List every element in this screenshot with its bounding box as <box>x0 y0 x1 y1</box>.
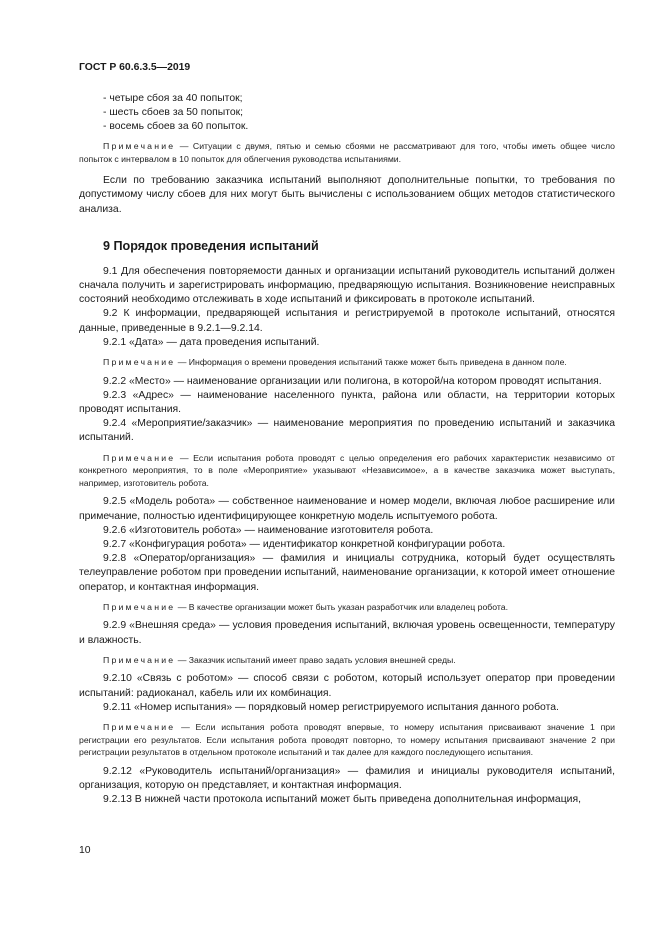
paragraph-9-2-12: 9.2.12 «Руководитель испытаний/организация» — фамилия и инициалы руководителя испытаний, организация, которую он представляет, и контактная информация. <box>79 765 615 792</box>
paragraph-9-2-11: 9.2.11 «Номер испытания» — порядковый номер регистрируемого испытания данного робота. <box>103 701 559 713</box>
paragraph-9-2-2: 9.2.2 «Место» — наименование организации или полигона, в которой/на котором проводят испытания. <box>103 375 602 387</box>
note-text: — Ситуации с двумя, пятью и семью сбоями не рассматривают для того, чтобы иметь общее число попыток с интервалом в 10 попыток для облегчения руководства испытаниями. <box>79 141 615 164</box>
note-text: — Если испытания робота проводят впервые, то номеру испытания присваивают значение 1 при регистрации его результатов. Если испытания робота проводят повторно, то номеру испытания присваивают значение 2 при регистрации результатов в отдельном протоколе испытаний и так далее для каждого последующего испытания. <box>79 722 615 758</box>
note <box>79 654 615 667</box>
list-item: - четыре сбоя за 40 попыток; <box>103 93 243 104</box>
list-item: - шесть сбоев за 50 попыток; <box>103 107 244 118</box>
paragraph-9-2-8: 9.2.8 «Оператор/организация» — фамилия и инициалы сотрудника, который будет осуществлять телеуправление роботом при проведении испытаний, наименование организации, к которой имеет отношение оператор, и контактная информация. <box>79 553 615 593</box>
note-text: — Заказчик испытаний имеет право задать условия внешней среды. <box>175 654 456 665</box>
note-label: Примечание <box>103 357 176 368</box>
paragraph-9-2-7: 9.2.7 «Конфигурация робота» — идентификатор конкретной конфигурации робота. <box>103 539 506 551</box>
failure-list <box>79 92 615 134</box>
paragraph-9-2-3: 9.2.3 «Адрес» — наименование населенного пункта, района или области, на территории которых проводят испытания. <box>79 389 615 416</box>
paragraph-9-2-9: 9.2.9 «Внешняя среда» — условия проведения испытаний, включая уровень освещенности, температуру и влажность. <box>79 620 615 646</box>
paragraph-9-2-1: 9.2.1 «Дата» — дата проведения испытаний. <box>103 336 320 348</box>
note-label: Примечание <box>103 141 176 151</box>
note <box>79 721 615 759</box>
note <box>79 601 615 614</box>
note-label: Примечание <box>103 452 176 463</box>
page-content <box>79 86 615 807</box>
paragraph-9-2-10: 9.2.10 «Связь с роботом» — способ связи с роботом, который использует оператор при проведении испытаний: радиоканал, кабель или их комбинация. <box>79 673 615 699</box>
paragraph-9-2: 9.2 К информации, предваряющей испытания и регистрируемой в протоколе испытаний, относятся данные, приведенные в 9.2.1—9.2.14. <box>79 308 615 334</box>
note-label: Примечание <box>103 654 176 665</box>
document-header: ГОСТ Р 60.6.3.5—2019 <box>79 62 191 73</box>
note <box>79 452 615 490</box>
paragraph-9-2-4: 9.2.4 «Мероприятие/заказчик» — наименование мероприятия по проведению испытаний и заказчика испытаний. <box>79 418 615 444</box>
paragraph-9-1: 9.1 Для обеспечения повторяемости данных и организации испытаний руководитель испытаний должен сначала получить и зарегистрировать информацию, предваряющую испытания. Возникновение неисправных состояний необходимо отслеживать в ходе испытаний и фиксировать в протоколе испытаний. <box>79 265 615 306</box>
paragraph-9-2-13: 9.2.13 В нижней части протокола испытаний может быть приведена дополнительная информация, <box>103 794 581 806</box>
note <box>79 356 615 369</box>
paragraph-9-2-5: 9.2.5 «Модель робота» — собственное наименование и номер модели, включая любое расширение или примечание, полностью идентифицирующее конкретную модель испытуемого робота. <box>79 496 615 522</box>
note-label: Примечание <box>103 722 176 733</box>
note-text: — Если испытания робота проводят с целью определения его рабочих характеристик независимо от конкретного мероприятия, то в поле «Мероприятие» указывают «Независимое», а в качестве заказчика может выступать, например, изготовитель робота. <box>79 452 615 488</box>
note <box>79 140 615 165</box>
page-number: 10 <box>79 845 91 856</box>
note-label: Примечание <box>103 601 176 612</box>
paragraph-9-2-6: 9.2.6 «Изготовитель робота» — наименование изготовителя робота. <box>103 524 434 536</box>
note-text: — Информация о времени проведения испытаний также может быть приведена в данном поле. <box>175 357 567 368</box>
list-item: - восемь сбоев за 60 попыток. <box>103 121 249 132</box>
note-text: — В качестве организации может быть указан разработчик или владелец робота. <box>175 601 509 612</box>
section-heading: 9 Порядок проведения испытаний <box>103 238 319 253</box>
paragraph: Если по требованию заказчика испытаний выполняют дополнительные попытки, то требования по допустимому числу сбоев для них могут быть вычислены с использованием общих методов статистического анализа. <box>79 175 615 215</box>
